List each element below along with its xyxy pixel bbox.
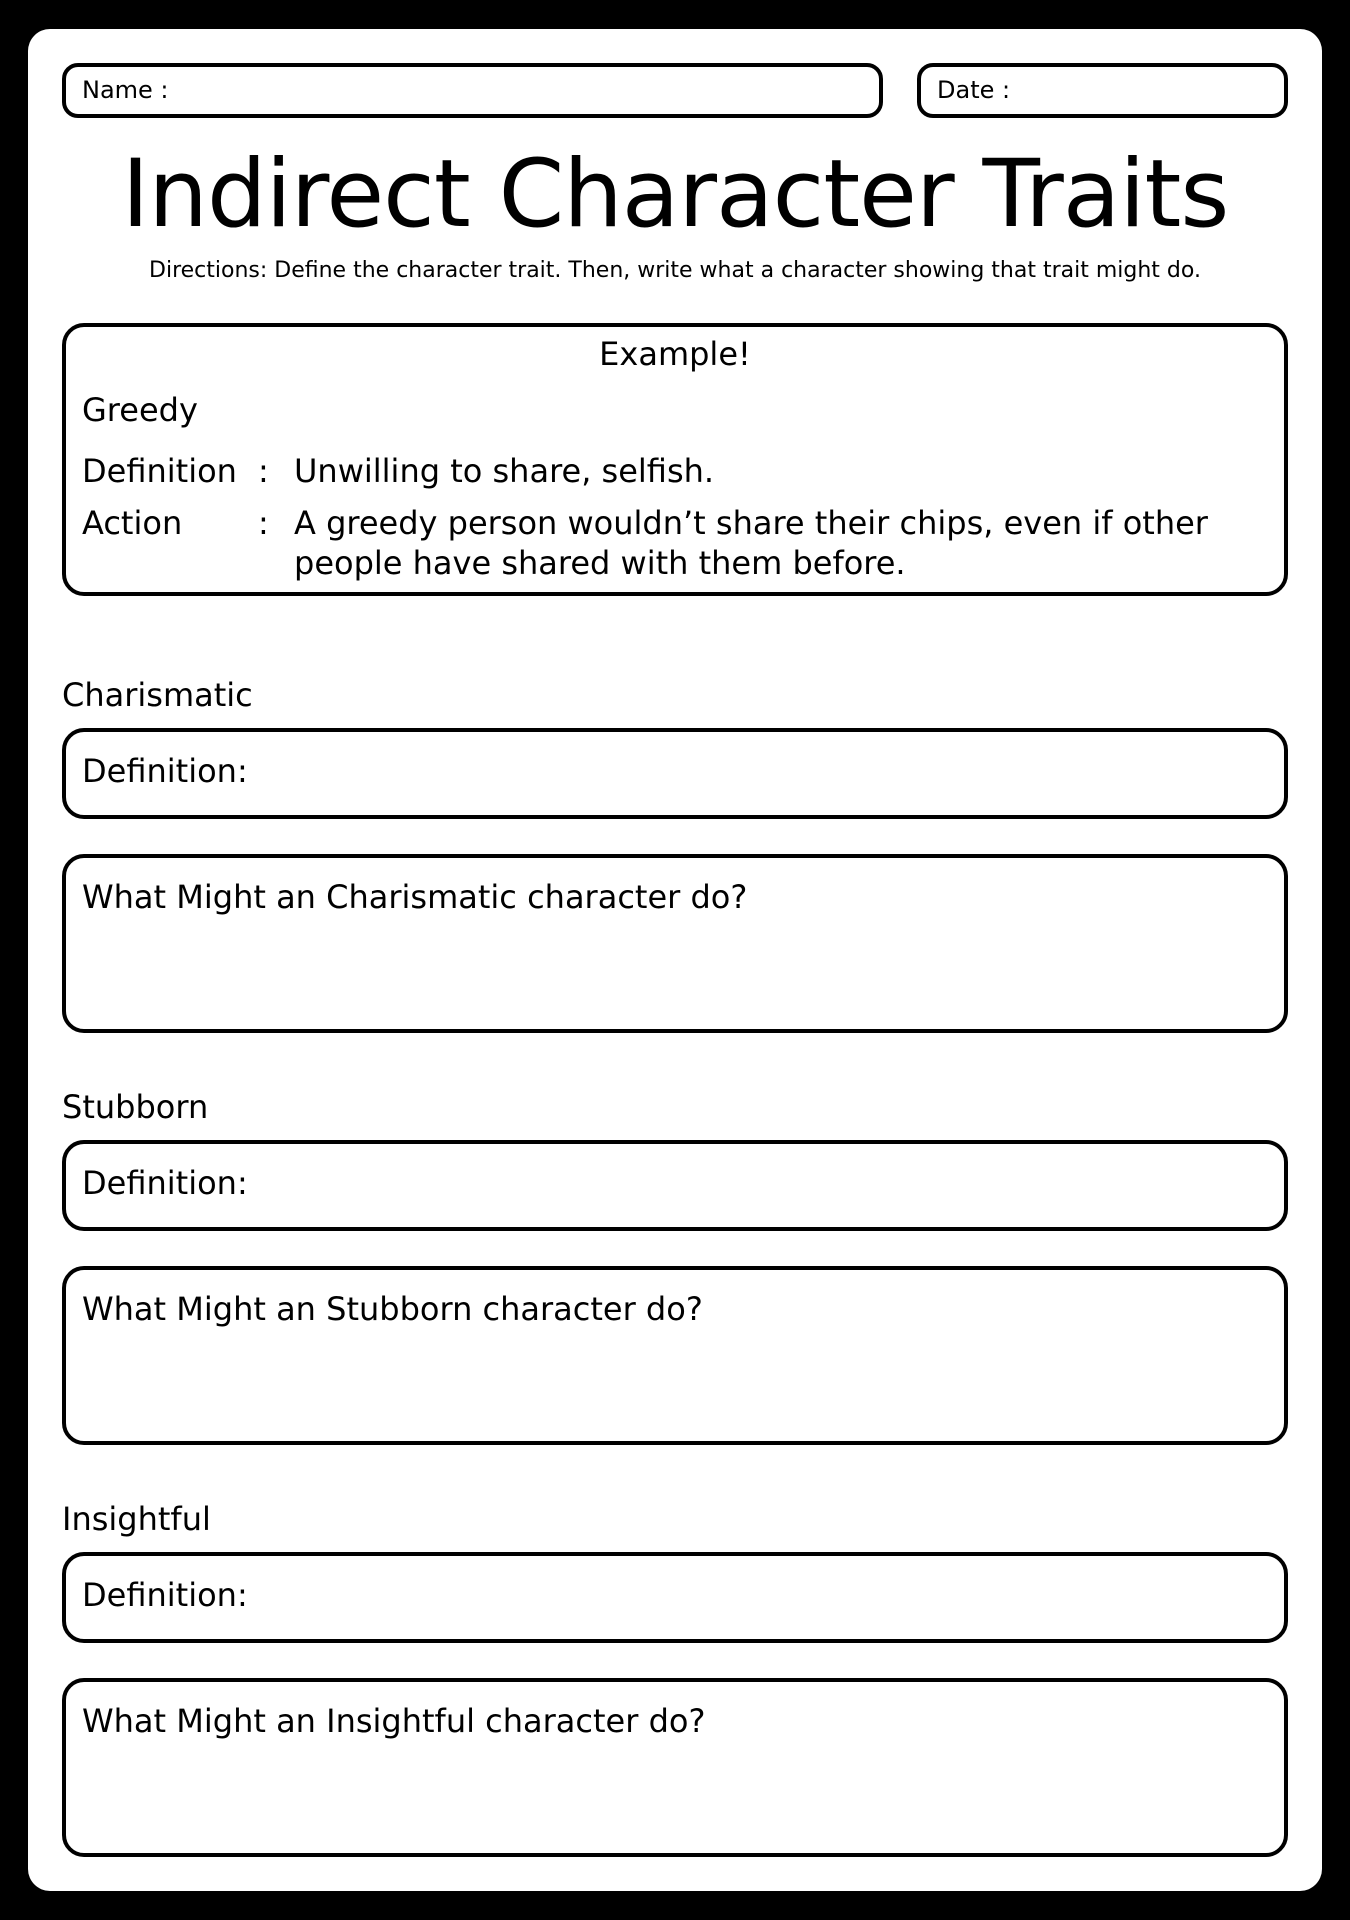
example-definition-text: Unwilling to share, selfish. [294,452,715,490]
action-question: What Might an Insightful character do? [82,1702,706,1740]
date-label: Date : [937,76,1011,104]
trait-heading-stubborn: Stubborn [62,1088,209,1126]
directions-text: Directions: Define the character trait. Then, write what a character showing that trait might do. [149,258,1201,283]
definition-box-insightful[interactable] [62,1552,1288,1643]
action-question: What Might an Charismatic character do? [82,878,748,916]
example-action-row [82,503,1272,587]
definition-box-charismatic[interactable] [62,728,1288,819]
name-label: Name : [82,76,169,104]
page-title: Indirect Character Traits [121,140,1229,249]
definition-label: Definition: [82,1576,248,1614]
name-field[interactable] [62,63,883,118]
example-definition-label: Definition [82,452,237,490]
definition-box-stubborn[interactable] [62,1140,1288,1231]
example-action-colon: : [258,504,269,542]
example-definition-row [82,451,1272,495]
example-definition-colon: : [258,452,269,490]
action-box-insightful[interactable] [62,1678,1288,1857]
example-trait: Greedy [82,391,198,429]
example-heading: Example! [599,335,751,373]
date-field[interactable] [917,63,1288,118]
definition-label: Definition: [82,1164,248,1202]
trait-heading-charismatic: Charismatic [62,676,253,714]
action-box-charismatic[interactable] [62,854,1288,1033]
example-action-text: A greedy person wouldn’t share their chips, even if other people have shared with them before. [294,504,1208,582]
action-question: What Might an Stubborn character do? [82,1290,703,1328]
definition-label: Definition: [82,752,248,790]
action-box-stubborn[interactable] [62,1266,1288,1445]
example-action-label: Action [82,504,183,542]
trait-heading-insightful: Insightful [62,1500,211,1538]
example-box [62,323,1288,596]
